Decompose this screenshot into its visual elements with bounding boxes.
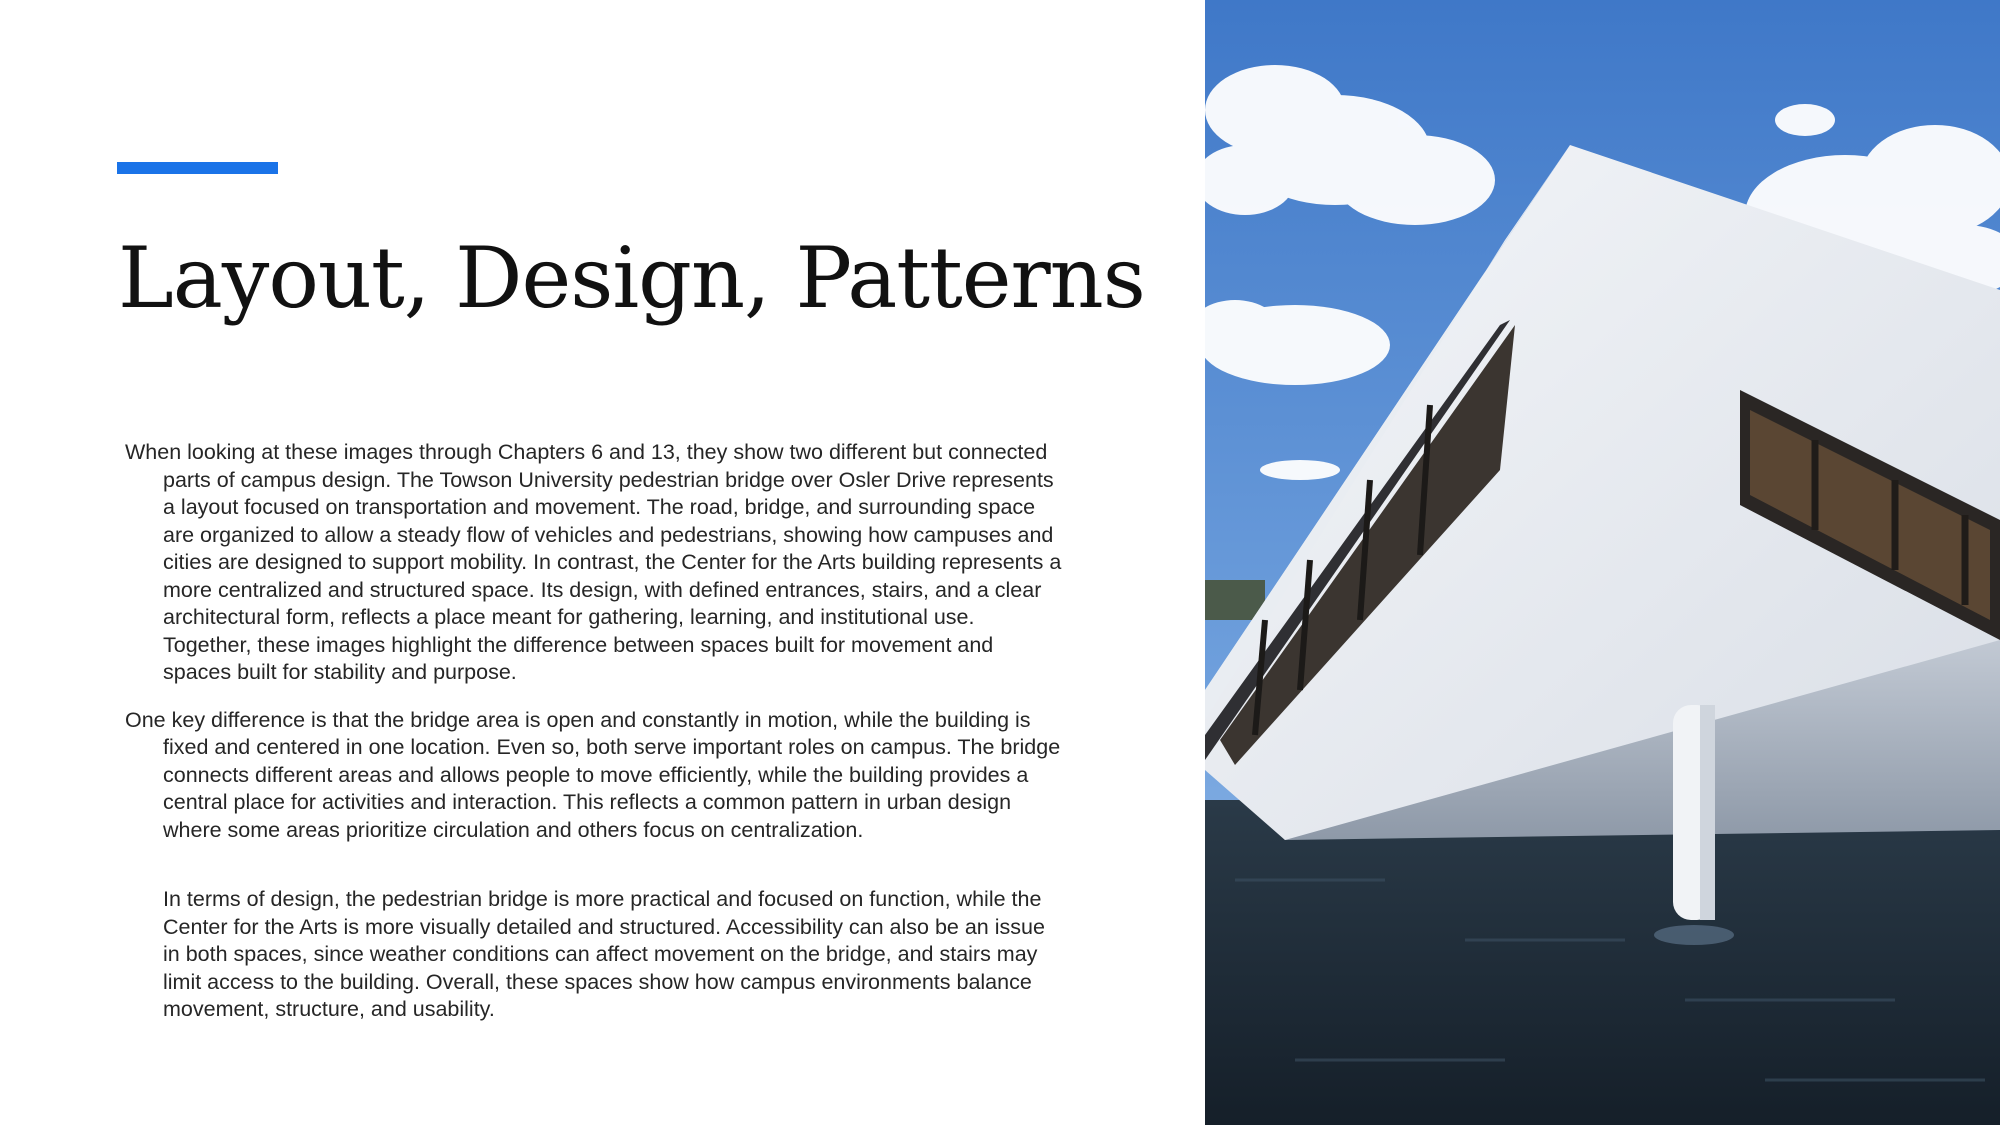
paragraph-1: When looking at these images through Chapters 6 and 13, they show two different but connected parts of campus design. The Towson University pedestrian bridge over Osler Drive represents a layout focused on transportation and movement. The road, bridge, and surrounding space are organized to allow a steady flow of vehicles and pedestrians, showing how campuses and cities are designed to support mobility. In contrast, the Center for the Arts building represents a more centralized and structured space. Its design, with defined entrances, stairs, and a clear architectural form, reflects a place meant for gathering, learning, and institutional use. Together, these images highlight the difference between spaces built for movement and spaces built for stability and purpose. — [125, 440, 1062, 684]
water — [1205, 800, 2000, 1125]
slide-title: Layout, Design, Patterns — [118, 229, 1145, 327]
paragraph-3: In terms of design, the pedestrian bridge is more practical and focused on function, while the Center for the Arts is more visually detailed and structured. Accessibility can also be an issue in both spaces, since weather conditions can affect movement on the bridge, and stairs may limit access to the building. Overall, these spaces show how campus environments balance movement, structure, and usability. — [163, 887, 1045, 1021]
column-shade — [1700, 705, 1715, 920]
building-photo — [1205, 0, 2000, 1125]
title-accent-bar — [117, 162, 278, 174]
column-reflection — [1654, 925, 1734, 945]
body-text — [125, 439, 1065, 1044]
paragraph-2: One key difference is that the bridge area is open and constantly in motion, while the building is fixed and centered in one location. Even so, both serve important roles on campus. The bridge connects different areas and allows people to move efficiently, while the building provides a central place for activities and interaction. This reflects a common pattern in urban design where some areas prioritize circulation and others focus on centralization. — [125, 707, 1061, 842]
